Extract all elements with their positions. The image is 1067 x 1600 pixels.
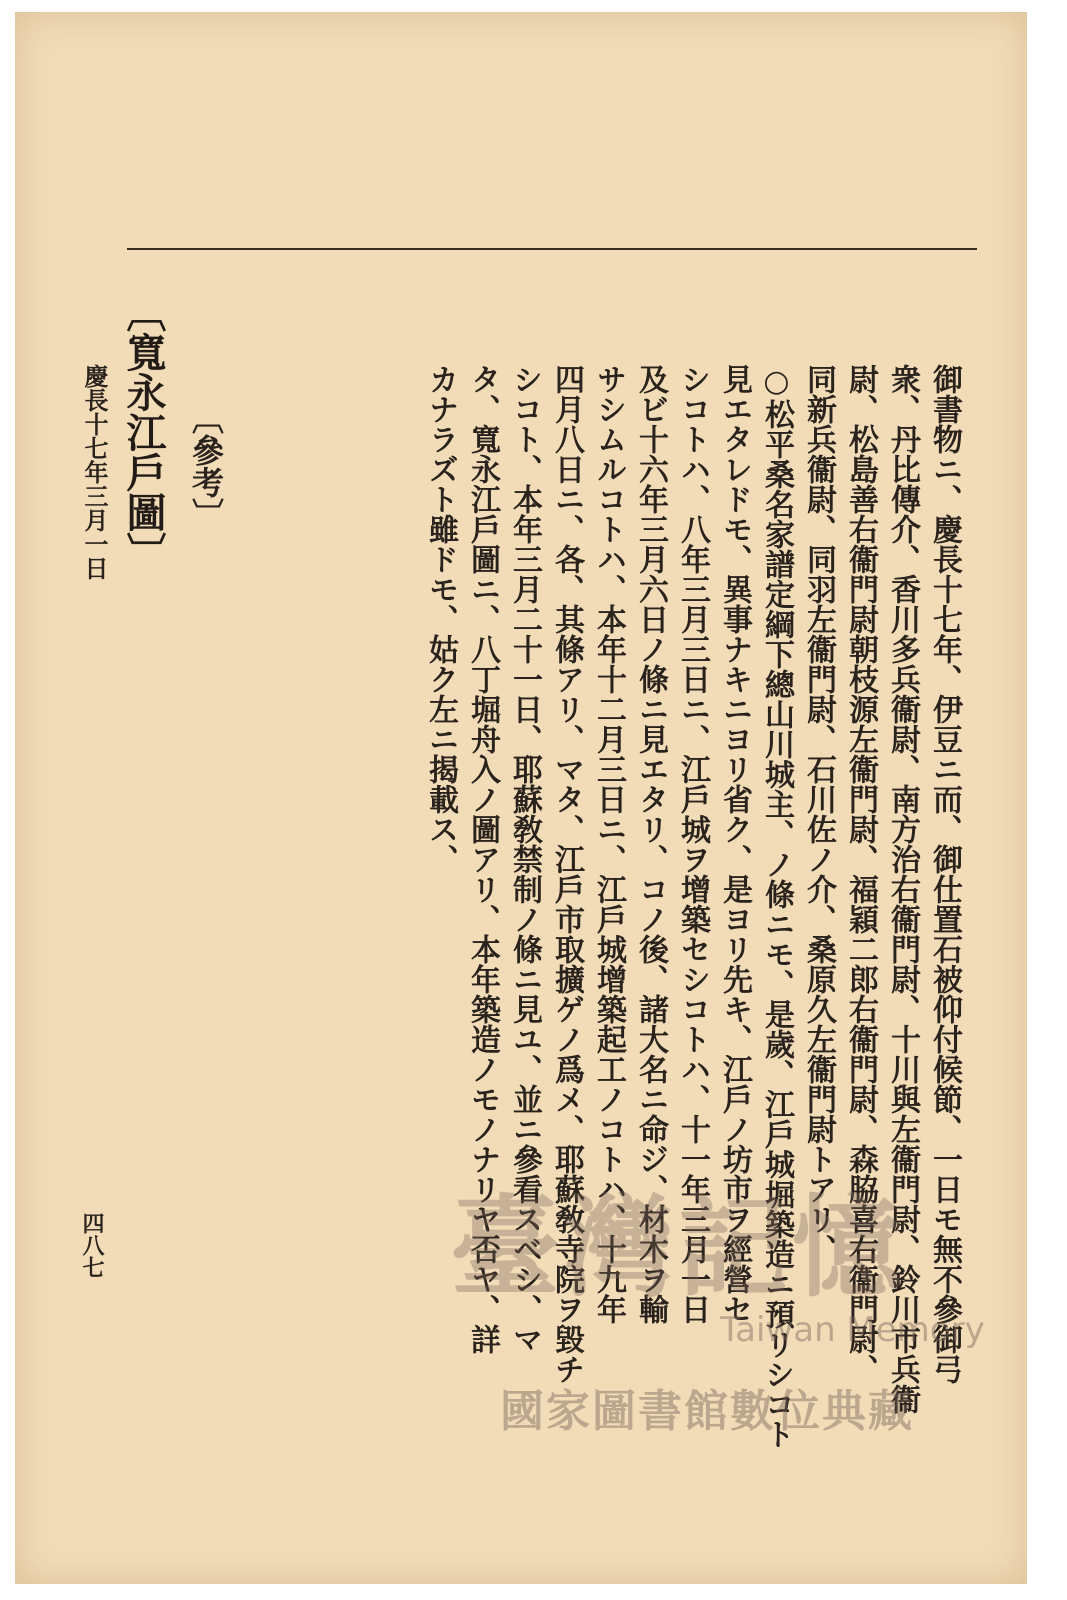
text-column-12: タ、寬永江戶圖ニ、八丁堀舟入ノ圖アリ、本年築造ノモノナリヤ否ヤ、詳 xyxy=(465,364,500,1354)
text-column-11: シコト、本年三月二十一日、耶蘇敎禁制ノ條ニ見ユ、並ニ參看スベシ、マ xyxy=(507,364,542,1354)
text-column-1: 御書物ニ、慶長十七年、伊豆ニ而、御仕置石被仰付候節、一日モ無不參御弓 xyxy=(927,364,962,1384)
page-number: 四八七 xyxy=(79,1212,105,1278)
text-column-8: 及ビ十六年三月六日ノ條ニ見エタリ、コノ後、諸大名ニ命ジ、材木ヲ輸 xyxy=(633,364,668,1324)
book-page xyxy=(15,12,1027,1584)
watermark-english: Taiwan Memory xyxy=(720,1310,985,1350)
watermark-sub: 國家圖書館數位典藏 xyxy=(500,1386,914,1437)
text-column-6: 見エタレドモ、異事ナキニヨリ省ク、是ヨリ先キ、江戶ノ坊市ヲ經營セ xyxy=(717,364,752,1324)
text-column-4: 同新兵衞尉、同羽左衞門尉、石川佐ノ介、桑原久左衞門尉トアリ、 xyxy=(801,364,836,1264)
text-column-9: サシムルコトハ、本年十二月三日ニ、江戶城增築起工ノコトハ、十九年 xyxy=(591,364,626,1324)
horizontal-rule xyxy=(127,248,977,250)
text-column-13: カナラズト雖ドモ、姑ク左ニ揭載ス、 xyxy=(423,364,458,874)
text-column-2: 衆、丹比傳介、香川多兵衞尉、南方治右衞門尉、十川與左衞門尉、鈴川市兵衞 xyxy=(885,364,920,1414)
text-column-10: 四月八日ニ、各、其條アリ、マタ、江戶市取擴ゲノ爲メ、耶蘇敎寺院ヲ毀チ xyxy=(549,364,584,1384)
reference-label: 〔參考〕 xyxy=(187,402,225,530)
text-column-7: シコトハ、八年三月三日ニ、江戶城ヲ增築セシコトハ、十一年三月一日 xyxy=(675,364,710,1324)
text-column-3: 尉、松島善右衞門尉朝枝源左衞門尉、福穎二郎右衞門尉、森脇喜右衞門尉、 xyxy=(843,364,878,1384)
watermark-main: 臺灣記憶 xyxy=(450,1183,906,1312)
date-heading: 慶長十七年三月一日 xyxy=(80,364,109,580)
figure-title: 〔寬永江戶圖〕 xyxy=(120,292,167,572)
text-column-5: ○松平桑名家譜定綱下總山川城主、ノ條ニモ、是歲、江戶城堀築造ニ預リシコト xyxy=(759,364,794,1449)
